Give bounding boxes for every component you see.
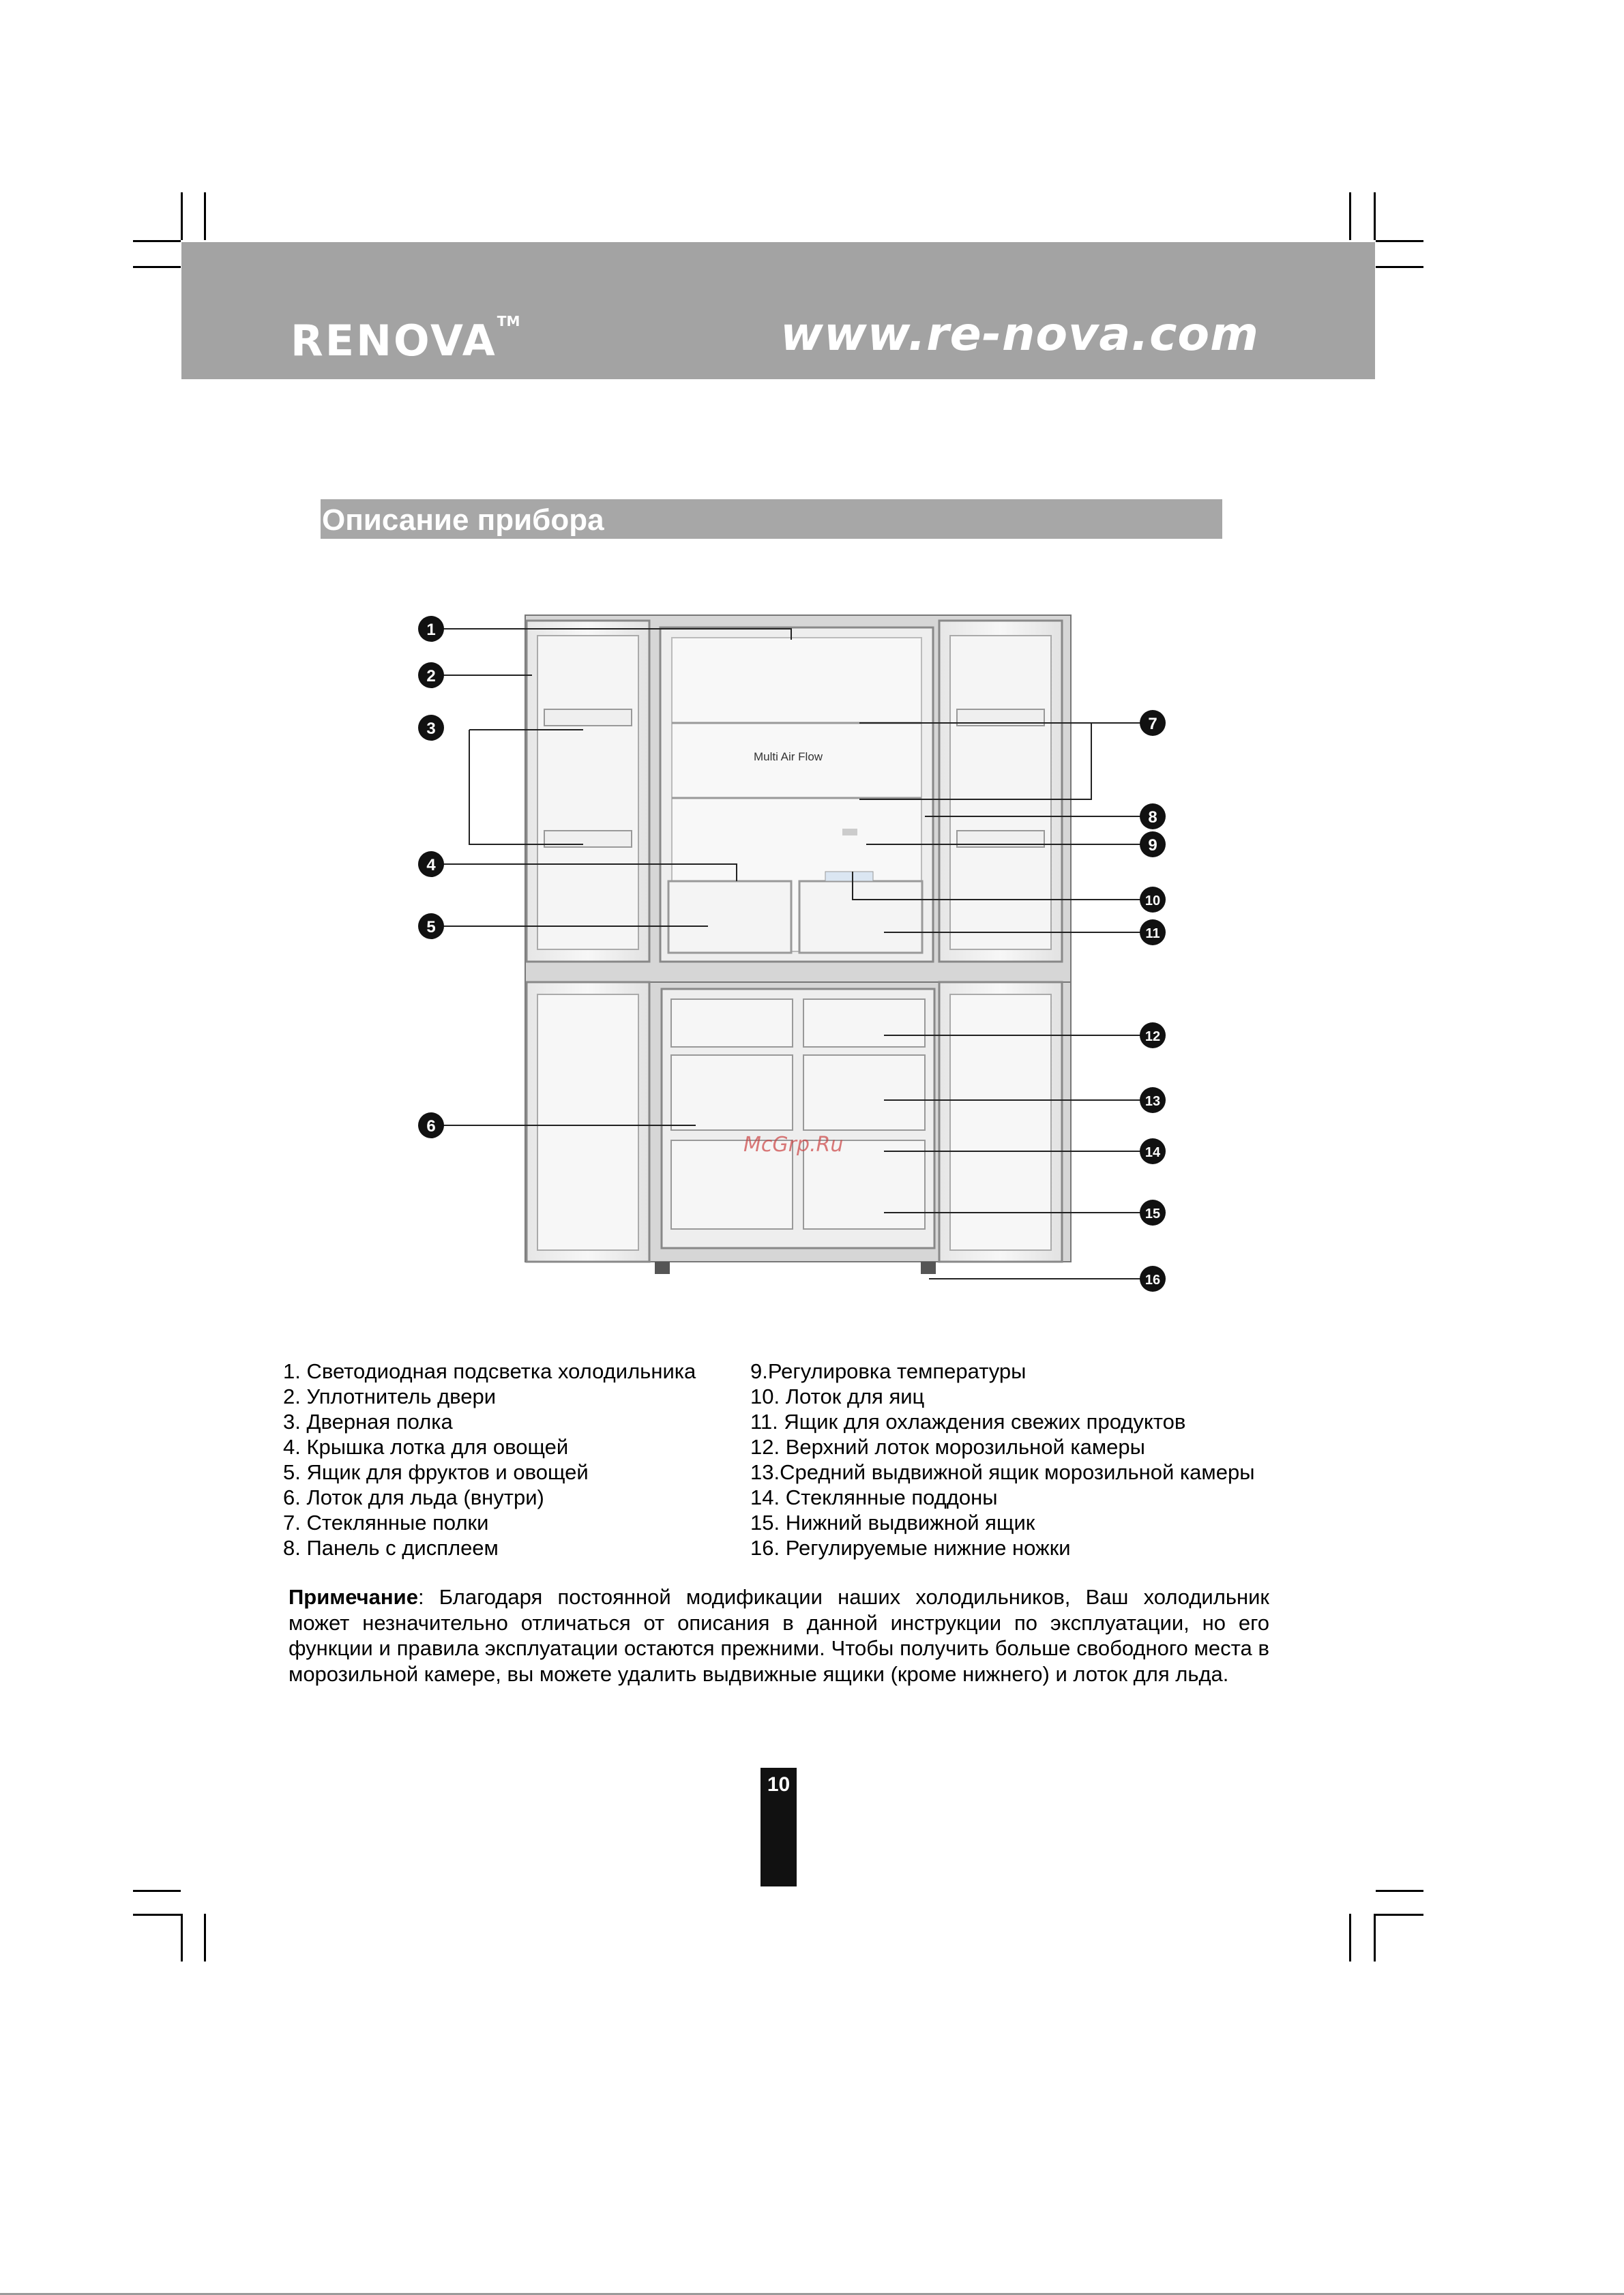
crop-mark <box>181 192 183 240</box>
page-number: 10 <box>767 1773 791 1796</box>
fresh-drawer <box>799 881 922 953</box>
legend-item: 16. Регулируемые нижние ножки <box>750 1536 1071 1560</box>
legend-item: 15. Нижний выдвижной ящик <box>750 1511 1035 1535</box>
egg-tray <box>825 872 873 881</box>
callout-15-label: 15 <box>1145 1206 1161 1221</box>
callout-5-label: 5 <box>426 918 436 936</box>
header-bar <box>181 242 1375 379</box>
crop-mark <box>204 1914 206 1961</box>
legend-item: 8. Панель с дисплеем <box>283 1536 499 1560</box>
adjustable-foot <box>655 1262 670 1274</box>
right-door-liner <box>950 636 1051 949</box>
right-lower-liner <box>950 994 1051 1250</box>
crop-mark <box>133 240 181 242</box>
left-door-liner <box>537 636 638 949</box>
legend-item: 6. Лоток для льда (внутри) <box>283 1485 544 1509</box>
adjustable-foot <box>921 1262 936 1274</box>
freezer-top-tray <box>803 999 925 1047</box>
callout-2-label: 2 <box>426 667 436 685</box>
multi-air-flow-label: Multi Air Flow <box>754 750 823 763</box>
page-number-box <box>761 1768 797 1886</box>
crop-mark <box>1376 1890 1423 1892</box>
legend-item: 1. Светодиодная подсветка холодильника <box>283 1359 696 1383</box>
callout-11-label: 11 <box>1145 926 1160 941</box>
note-text: : Благодаря постоянной модификации наших холодильников, Ваш холодильник может незначительно отличаться от описания в данной инструкции по эксплуатации, но его функции и правила эксплуатации остаются прежними. Чтобы получить больше свободного места в морозильной камере, вы можете удалить выдвижные ящики (кроме нижнего) и лоток для льда. <box>289 1585 1269 1686</box>
legend-item: 9.Регулировка температуры <box>750 1359 1027 1383</box>
legend-item: 3. Дверная полка <box>283 1410 453 1434</box>
callout-13-label: 13 <box>1145 1094 1161 1109</box>
crop-mark <box>1349 192 1351 240</box>
legend-item: 13.Средний выдвижной ящик морозильной камеры <box>750 1460 1255 1484</box>
legend-item: 7. Стеклянные полки <box>283 1511 489 1535</box>
legend-item: 10. Лоток для яиц <box>750 1385 925 1408</box>
section-title-bar <box>321 499 1222 539</box>
crop-mark <box>1376 1914 1423 1916</box>
crop-mark <box>133 1890 181 1892</box>
left-lower-liner <box>537 994 638 1250</box>
callout-4-label: 4 <box>426 856 436 874</box>
freezer-top-tray <box>671 999 793 1047</box>
note-paragraph <box>289 1584 1269 1687</box>
website-url: www.re-nova.com <box>780 308 1259 361</box>
legend-left <box>283 1359 696 1560</box>
legend-item: 5. Ящик для фруктов и овощей <box>283 1460 589 1484</box>
crop-mark <box>204 192 206 240</box>
crop-mark <box>1374 1914 1376 1961</box>
watermark: McGrp.Ru <box>743 1133 844 1157</box>
section-title: Описание прибора <box>322 503 604 537</box>
crop-mark <box>133 266 181 268</box>
crop-mark <box>1376 240 1423 242</box>
callout-16-label: 16 <box>1145 1273 1161 1288</box>
crop-mark <box>1376 266 1423 268</box>
temp-control <box>842 829 857 835</box>
crop-mark <box>1374 192 1376 240</box>
vegetable-drawer <box>668 881 791 953</box>
crop-mark <box>1349 1914 1351 1961</box>
callout-8-label: 8 <box>1148 808 1157 827</box>
legend-item: 14. Стеклянные поддоны <box>750 1485 998 1509</box>
callout-7-label: 7 <box>1148 715 1157 733</box>
callout-3-label: 3 <box>426 720 436 738</box>
note-label: Примечание <box>289 1585 418 1609</box>
callout-10-label: 10 <box>1145 893 1161 908</box>
fridge-diagram <box>396 600 1200 1306</box>
callout-12-label: 12 <box>1145 1029 1161 1044</box>
callout-6-label: 6 <box>426 1117 436 1136</box>
fridge-illustration <box>396 600 1200 1303</box>
freezer-middle-drawer <box>671 1055 793 1130</box>
legend-item: 11. Ящик для охлаждения свежих продуктов <box>750 1410 1186 1434</box>
legend-item: 2. Уплотнитель двери <box>283 1385 497 1408</box>
callout-1-label: 1 <box>426 621 436 639</box>
legend-right <box>750 1359 1254 1560</box>
left-door-shelf <box>544 709 632 726</box>
brand-logo: RENOVA™ <box>291 313 520 366</box>
crop-mark <box>181 1914 183 1961</box>
callout-14-label: 14 <box>1145 1145 1161 1160</box>
freezer-middle-drawer <box>803 1055 925 1130</box>
legend-item: 4. Крышка лотка для овощей <box>283 1435 569 1459</box>
callout-9-label: 9 <box>1148 836 1157 855</box>
legend-item: 12. Верхний лоток морозильной камеры <box>750 1435 1145 1459</box>
crop-mark <box>133 1914 181 1916</box>
